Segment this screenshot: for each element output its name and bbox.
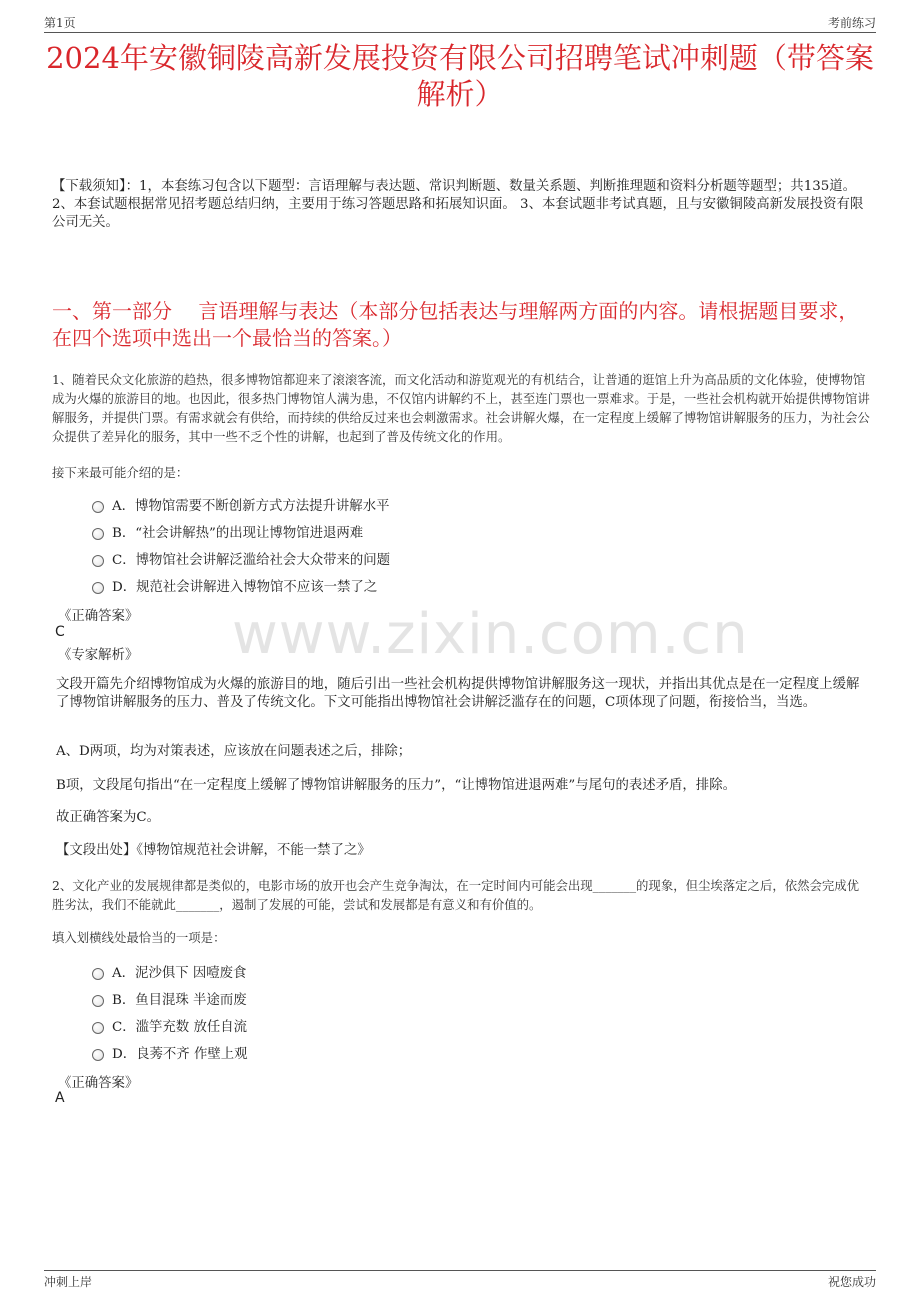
radio-icon[interactable]: [92, 968, 104, 980]
question-1-stem: 1、随着民众文化旅游的趋热，很多博物馆都迎来了滚滚客流，而文化活动和游览观光的有机结合，让普通的逛馆上升为高品质的文化体验，使博物馆成为火爆的旅游目的地。也因此，很多热门博物馆人满为患，不仅馆内讲解约不上，甚至连门票也一票难求。于是，一些社会机构就开始提供博物馆讲解服务，并提供门票。有需求就会有供给，而持续的供给反过来也会刺激需求。社会讲解火爆，在一定程度上缓解了博物馆讲解服务的压力，为社会公众提供了差异化的服务，其中一些不乏个性的讲解，也起到了普及传统文化的作用。: [52, 372, 870, 444]
question-2-option-d[interactable]: D．良莠不齐 作壁上观: [92, 1039, 248, 1066]
radio-icon[interactable]: [92, 582, 104, 594]
question-2-option-a[interactable]: A．泥沙俱下 因噎废食: [92, 958, 248, 985]
question-1-option-a[interactable]: A．博物馆需要不断创新方式方法提升讲解水平: [92, 491, 390, 518]
page-number: 第1页: [44, 16, 76, 30]
page-footer: [44, 1270, 876, 1291]
question-2-option-c[interactable]: C．滥竽充数 放任自流: [92, 1012, 248, 1039]
analysis-paragraph: B项，文段尾句指出“在一定程度上缓解了博物馆讲解服务的压力”，“让博物馆进退两难”与尾句的表述矛盾，排除。: [56, 778, 736, 793]
question-1-options: [92, 491, 390, 599]
passage-source: 【文段出处】《博物馆规范社会讲解，不能一禁了之》: [56, 843, 371, 858]
expert-analysis-label: 《专家解析》: [58, 648, 139, 663]
question-1-prompt: 接下来最可能介绍的是：: [52, 465, 189, 480]
radio-icon[interactable]: [92, 555, 104, 567]
radio-icon[interactable]: [92, 995, 104, 1007]
question-2-options: [92, 958, 248, 1066]
radio-icon[interactable]: [92, 528, 104, 540]
question-2-answer: A: [55, 1090, 65, 1106]
question-1-option-b[interactable]: B．“社会讲解热”的出现让博物馆进退两难: [92, 518, 390, 545]
question-1-option-d[interactable]: D．规范社会讲解进入博物馆不应该一禁了之: [92, 572, 390, 599]
analysis-paragraph: 故正确答案为C。: [56, 810, 160, 825]
correct-answer-label: 《正确答案》: [58, 609, 139, 624]
question-2-stem: 2、文化产业的发展规律都是类似的，电影市场的放开也会产生竞争淘汰，在一定时间内可能会出现_______的现象，但尘埃落定之后，依然会完成优胜劣汰，我们不能就此_______，遏制了发展的可能，尝试和发展都是有意义和有价值的。: [52, 878, 860, 912]
radio-icon[interactable]: [92, 1022, 104, 1034]
footer-left: 冲刺上岸: [44, 1275, 93, 1289]
question-1-answer: C: [55, 624, 65, 640]
section-heading: 一、第一部分 言语理解与表达（本部分包括表达与理解两方面的内容。请根据题目要求，在四个选项中选出一个最恰当的答案。）: [52, 299, 859, 350]
question-2-prompt: 填入划横线处最恰当的一项是：: [52, 930, 226, 945]
question-2-option-b[interactable]: B．鱼目混珠 半途而废: [92, 985, 248, 1012]
watermark: www.zixin.com.cn: [232, 602, 749, 667]
correct-answer-label: 《正确答案》: [58, 1076, 139, 1091]
question-1-option-c[interactable]: C．博物馆社会讲解泛滥给社会大众带来的问题: [92, 545, 390, 572]
page-header: [44, 14, 876, 33]
analysis-paragraph: 文段开篇先介绍博物馆成为火爆的旅游目的地，随后引出一些社会机构提供博物馆讲解服务这一现状，并指出其优点是在一定程度上缓解了博物馆讲解服务的压力、普及了传统文化。下文可能指出博物馆社会讲解泛滥存在的问题，C项体现了问题，衔接恰当，当选。: [56, 677, 860, 710]
document-title: 2024年安徽铜陵高新发展投资有限公司招聘笔试冲刺题（带答案解析）: [46, 41, 874, 111]
radio-icon[interactable]: [92, 1049, 104, 1061]
radio-icon[interactable]: [92, 501, 104, 513]
footer-right: 祝您成功: [827, 1275, 876, 1289]
download-notice: 【下载须知】：1，本套练习包含以下题型：言语理解与表达题、常识判断题、数量关系题、判断推理题和资料分析题等题型；共135道。 2、本套试题根据常见招考题总结归纳，主要用于练习答题思路和拓展知识面。 3、本套试题非考试真题，且与安徽铜陵高新发展投资有限公司无关。: [52, 179, 864, 230]
header-label: 考前练习: [827, 16, 876, 30]
analysis-paragraph: A、D两项，均为对策表述，应该放在问题表述之后，排除；: [56, 744, 412, 759]
